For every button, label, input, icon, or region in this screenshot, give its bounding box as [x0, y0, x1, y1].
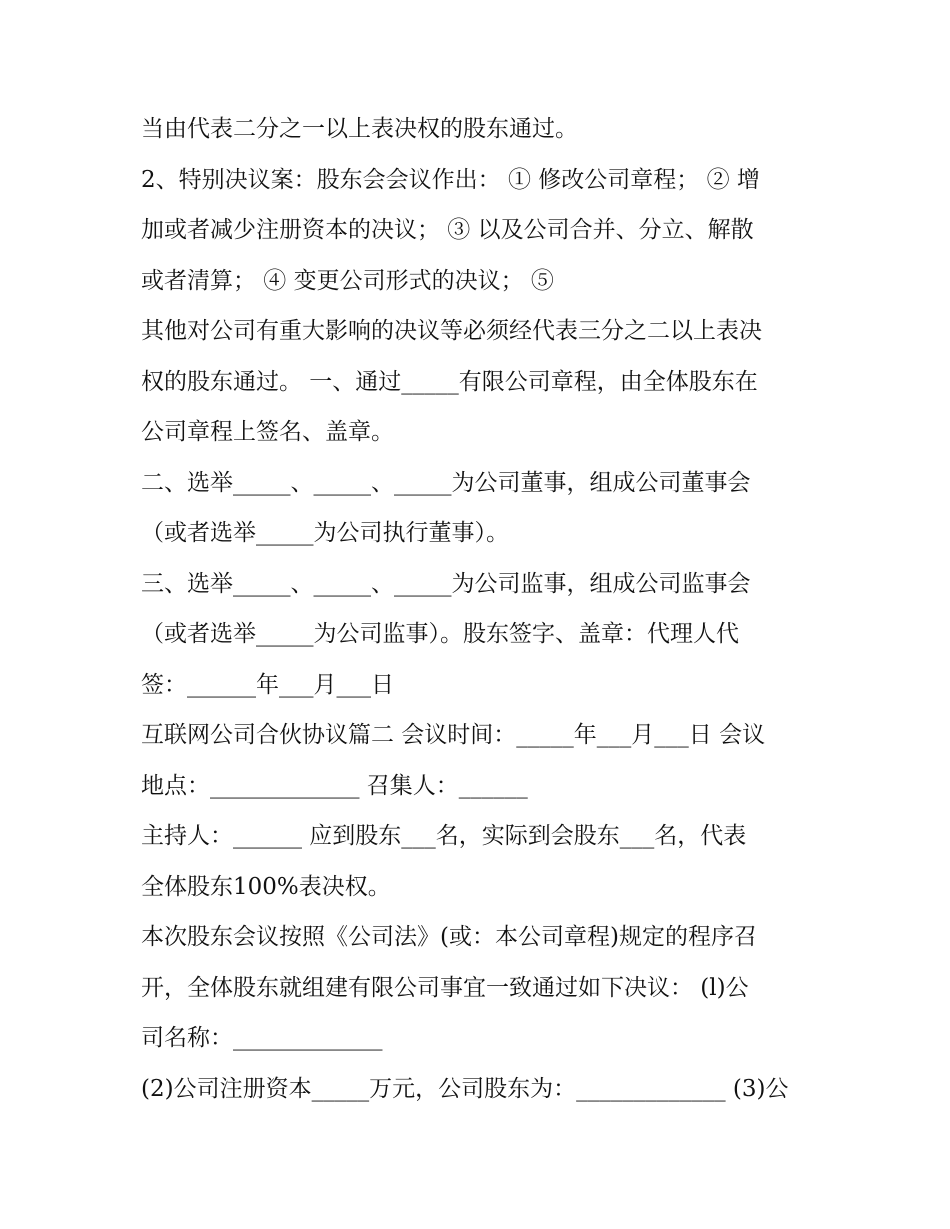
- text-line: 全体股东100%表决权。: [141, 873, 391, 900]
- text-line: 开，全体股东就组建有限公司事宜一致通过如下决议： (l)公: [141, 974, 749, 1001]
- document-body: [141, 104, 821, 1114]
- text-line: 公司章程上签名、盖章。: [141, 419, 394, 445]
- text-line: 权的股东通过。 一、通过_____有限公司章程，由全体股东在: [141, 368, 758, 395]
- text-line: (2)公司注册资本_____万元，公司股东为：_____________ (3)公: [141, 1075, 789, 1102]
- text-line: 互联网公司合伙协议篇二 会议时间：_____年___月___日 会议: [141, 722, 766, 748]
- text-line: 主持人：______ 应到股东___名，实际到会股东___名，代表: [141, 823, 747, 849]
- text-line: 或者清算； ④ 变更公司形式的决议； ⑤: [141, 267, 554, 294]
- text-line: 司名称：_____________: [141, 1025, 383, 1051]
- text-line: 地点：_____________ 召集人：______: [141, 772, 528, 799]
- text-line: 加或者减少注册资本的决议； ③ 以及公司合并、分立、解散: [141, 217, 754, 243]
- text-line: （或者选举_____为公司监事）。股东签字、盖章：代理人代: [141, 621, 739, 647]
- text-line: 2、特别决议案：股东会会议作出： ① 修改公司章程； ② 增: [141, 166, 760, 193]
- text-line: （或者选举_____为公司执行董事）。: [141, 520, 509, 546]
- text-line: 三、选举_____、_____、_____为公司监事，组成公司监事会: [141, 570, 751, 597]
- text-line: 签：______年___月___日: [141, 671, 394, 698]
- text-line: 二、选举_____、_____、_____为公司董事，组成公司董事会: [141, 469, 751, 496]
- text-line: 当由代表二分之一以上表决权的股东通过。: [141, 116, 578, 142]
- text-line: 其他对公司有重大影响的决议等必须经代表三分之二以上表决: [141, 318, 762, 344]
- text-line: 本次股东会议按照《公司法》(或：本公司章程)规定的程序召: [141, 924, 757, 950]
